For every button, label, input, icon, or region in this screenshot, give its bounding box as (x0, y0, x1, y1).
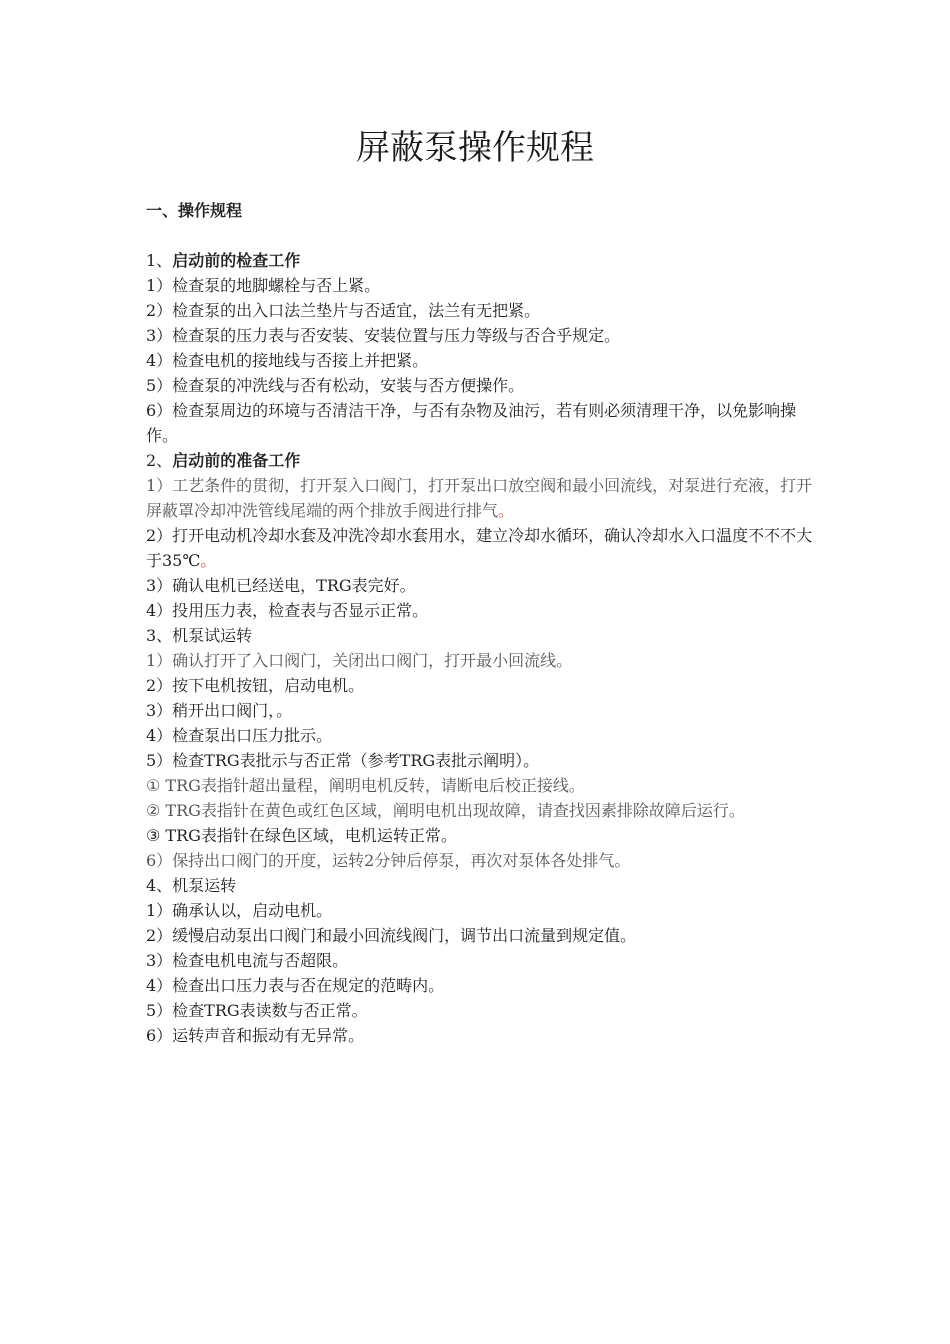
list-item: 1）确认打开了入口阀门，关闭出口阀门，打开最小回流线。 (146, 651, 573, 670)
page-title: 屏蔽泵操作规程 (356, 128, 594, 168)
list-item: 2）缓慢启动泵出口阀门和最小回流线阀门，调节出口流量到规定值。 (146, 926, 637, 945)
list-item: 5）检查TRG表读数与否正常。 (146, 1001, 368, 1020)
list-item: 2）检查泵的出入口法兰垫片与否适宜，法兰有无把紧。 (146, 301, 541, 320)
list-item: 5）检查TRG表批示与否正常（参考TRG表批示阐明）。 (146, 751, 540, 770)
list-item: 1）检查泵的地脚螺栓与否上紧。 (146, 276, 381, 295)
list-item: ② TRG表指针在黄色或红色区域，阐明电机出现故障，请查找因素排除故障后运行。 (146, 801, 745, 820)
subsection-heading-4: 4、机泵运转 (146, 876, 237, 895)
subsection-heading-2: 2、启动前的准备工作 (146, 451, 301, 470)
document-body (146, 198, 818, 1048)
list-item: 6）运转声音和振动有无异常。 (146, 1026, 365, 1045)
list-item: 6）检查泵周边的环境与否清洁干净，与否有杂物及油污，若有则必须清理干净，以免影响操作。 (146, 401, 797, 445)
list-item: ① TRG表指针超出量程，阐明电机反转，请断电后校正接线。 (146, 776, 585, 795)
list-item: 3）检查泵的压力表与否安装、安装位置与压力等级与否合乎规定。 (146, 326, 621, 345)
list-item: 2）按下电机按钮，启动电机。 (146, 676, 365, 695)
list-item: 2）打开电动机冷却水套及冲洗冷却水套用水，建立冷却水循环，确认冷却水入口温度不不不大于35℃。 (146, 526, 813, 570)
list-item: 5）检查泵的冲洗线与否有松动，安装与否方便操作。 (146, 376, 525, 395)
subsection-heading-1: 1、启动前的检查工作 (146, 251, 301, 270)
list-item: ③ TRG表指针在绿色区域，电机运转正常。 (146, 826, 457, 845)
list-item: 3）确认电机已经送电，TRG表完好。 (146, 576, 416, 595)
list-item: 6）保持出口阀门的开度，运转2分钟后停泵，再次对泵体各处排气。 (146, 851, 631, 870)
list-item: 3）稍开出口阀门，。 (146, 701, 293, 720)
list-item: 4）检查出口压力表与否在规定的范畴内。 (146, 976, 445, 995)
subsection-heading-3: 3、机泵试运转 (146, 626, 253, 645)
list-item: 4）投用压力表，检查表与否显示正常。 (146, 601, 429, 620)
list-item: 4）检查电机的接地线与否接上并把紧。 (146, 351, 429, 370)
list-item: 3）检查电机电流与否超限。 (146, 951, 349, 970)
spacer (146, 223, 818, 248)
section-heading: 一、操作规程 (146, 201, 243, 220)
list-item: 1）确承认以，启动电机。 (146, 901, 333, 920)
list-item: 4）检查泵出口压力批示。 (146, 726, 333, 745)
list-item: 1）工艺条件的贯彻，打开泵入口阀门，打开泵出口放空阀和最小回流线，对泵进行充液，打开屏蔽罩冷却冲洗管线尾端的两个排放手阀进行排气。 (146, 476, 813, 520)
